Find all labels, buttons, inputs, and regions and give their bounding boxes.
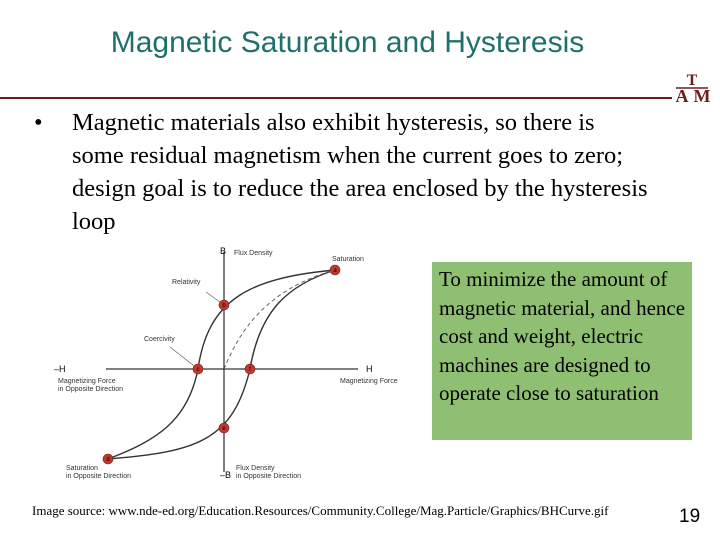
initial-magnetization-curve [224, 270, 335, 369]
point-d-label: d [106, 457, 110, 463]
neg-b-axis-label: –B [220, 470, 232, 480]
title-divider [0, 97, 672, 99]
svg-text:M: M [693, 86, 711, 106]
flux-density-label: Flux Density [234, 250, 273, 257]
b-axis-label: B [220, 246, 227, 256]
point-e-label: e [222, 426, 226, 432]
saturation-opposite-label-1: Saturation [66, 465, 98, 472]
saturation-label: Saturation [332, 256, 364, 263]
coercivity-label: Coercivity [144, 336, 175, 343]
university-logo [672, 70, 712, 106]
point-a-label: a [333, 268, 337, 274]
bullet-symbol: • [34, 109, 43, 136]
image-source-caption: Image source: www.nde-ed.org/Education.Resources/Community.College/Mag.Particle/Graphics/BHCurve.gif [32, 503, 609, 518]
page-number: 19 [679, 506, 701, 527]
saturation-opposite-label-2: in Opposite Direction [66, 473, 131, 480]
hysteresis-loop-diagram [48, 240, 428, 480]
flux-opposite-label-2: in Opposite Direction [236, 473, 301, 480]
svg-text:A: A [675, 86, 689, 106]
neg-h-axis-label: –H [54, 364, 66, 374]
flux-opposite-label-1: Flux Density [236, 465, 275, 472]
mag-force-label: Magnetizing Force [340, 378, 398, 385]
svg-text:T: T [686, 72, 698, 89]
mag-force-opposite-label-1: Magnetizing Force [58, 378, 116, 385]
relativity-label: Relativity [172, 279, 201, 286]
point-b-label: b [222, 303, 226, 309]
callout-box: To minimize the amount of magnetic material, and hence cost and weight, electric machines are designed to operate close to saturation [432, 262, 692, 440]
mag-force-opposite-label-2: in Opposite Direction [58, 386, 123, 393]
bullet-text: Magnetic materials also exhibit hysteresis, so there is some residual magnetism when the current goes to zero; design goal is to reduce the area enclosed by the hysteresis loop [72, 109, 648, 235]
point-c-label: c [196, 367, 200, 373]
h-axis-label: H [366, 364, 373, 374]
slide-title: Magnetic Saturation and Hysteresis [110, 26, 585, 59]
point-f-label: f [249, 367, 251, 373]
